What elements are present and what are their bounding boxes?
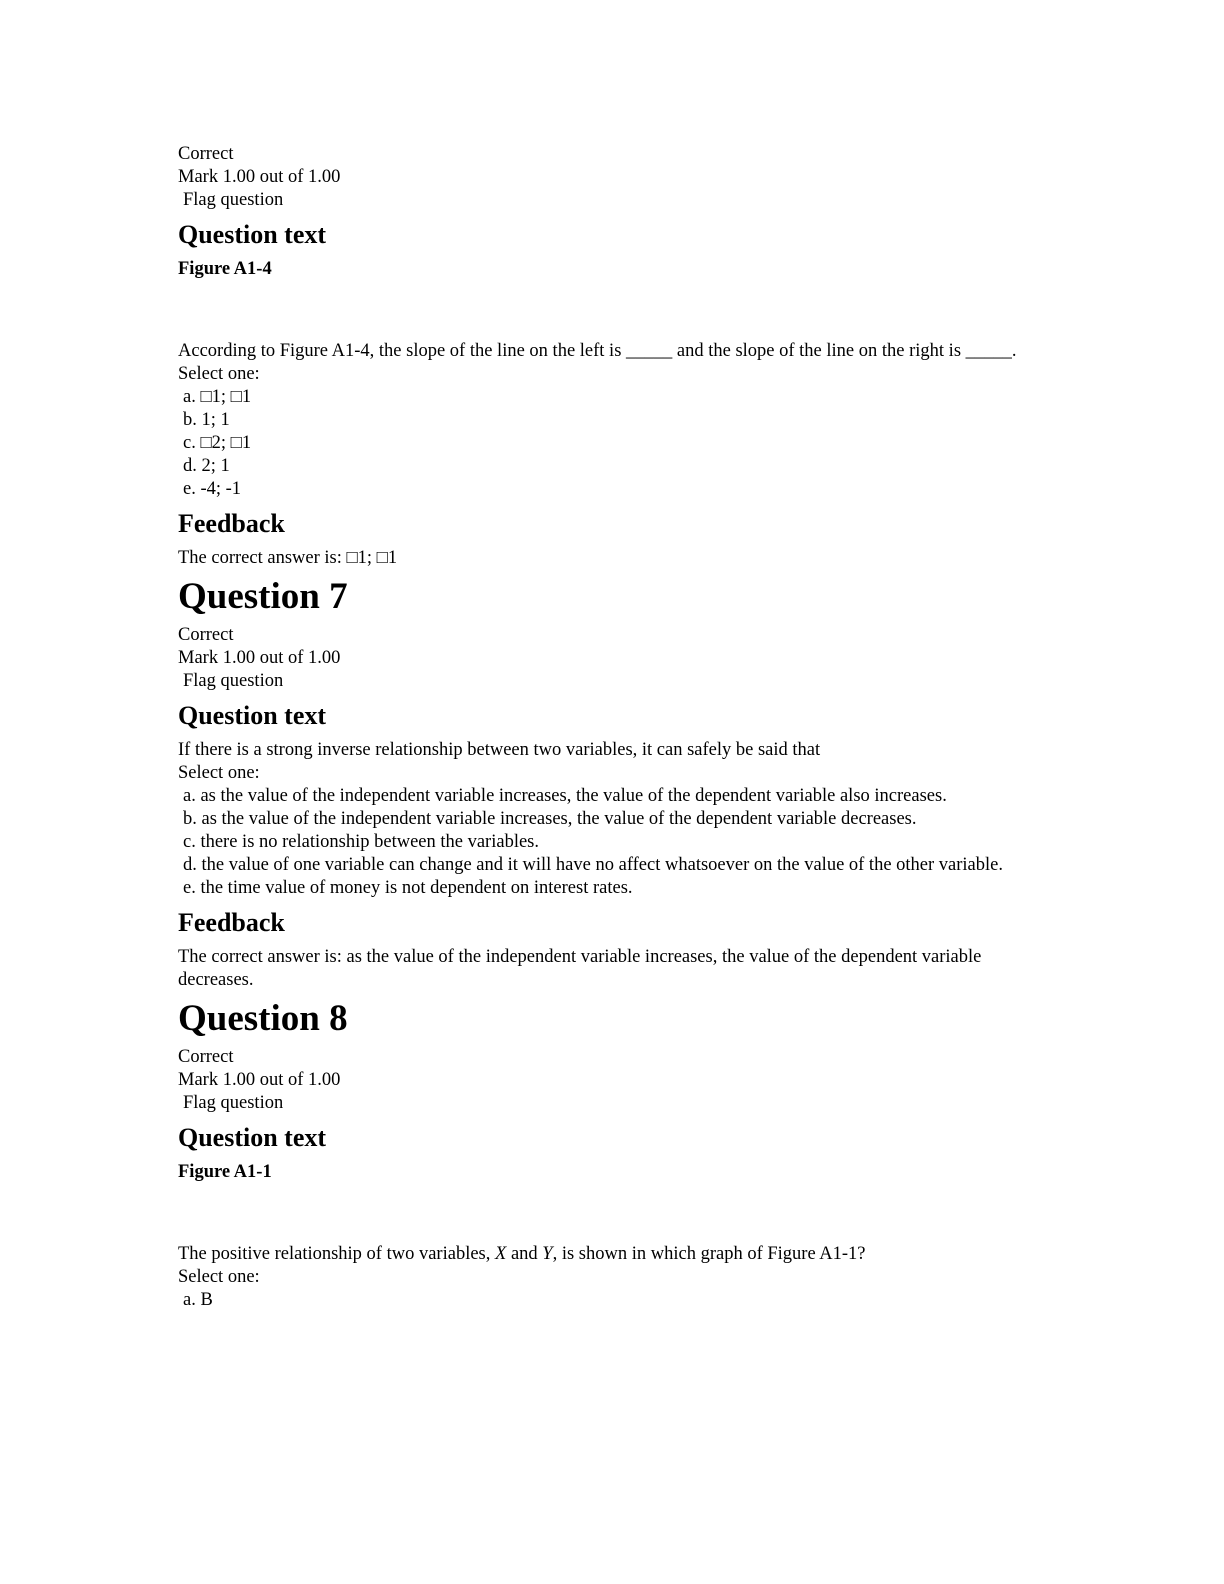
prompt-part: and	[506, 1244, 543, 1264]
question-prompt: If there is a strong inverse relationship between two variables, it can safely be said that	[178, 740, 821, 760]
question-text-heading: Question text	[178, 1123, 327, 1152]
question-title: Question 7	[178, 576, 348, 617]
question-mark: Mark 1.00 out of 1.00	[178, 648, 341, 668]
answer-option-e[interactable]: e. the time value of money is not dependent on interest rates.	[183, 878, 633, 898]
question-state: Correct	[178, 144, 234, 164]
question-7	[178, 576, 1024, 992]
question-prompt	[178, 1243, 1024, 1266]
question-state: Correct	[178, 625, 234, 645]
flag-question-link[interactable]: Flag question	[183, 1093, 284, 1113]
question-title: Question 8	[178, 998, 348, 1039]
answer-option-a[interactable]: a. B	[183, 1290, 213, 1310]
select-one-label: Select one:	[178, 1267, 260, 1287]
feedback-text: The correct answer is: as the value of the independent variable increases, the value of the dependent variable decreases.	[178, 947, 982, 990]
variable-y: Y	[542, 1244, 553, 1264]
answer-options	[178, 386, 1024, 501]
figure-image-placeholder	[178, 1184, 1024, 1243]
figure-label: Figure A1-1	[178, 1162, 272, 1182]
answer-option-d[interactable]: d. the value of one variable can change and it will have no affect whatsoever on the value of the other variable.	[183, 855, 1003, 875]
select-one-label: Select one:	[178, 364, 260, 384]
answer-option-a[interactable]: a. □1; □1	[183, 387, 252, 407]
question-6	[178, 143, 1024, 570]
answer-option-e[interactable]: e. -4; -1	[183, 479, 242, 499]
answer-option-c[interactable]: c. there is no relationship between the variables.	[183, 832, 539, 852]
answer-option-a[interactable]: a. as the value of the independent variable increases, the value of the dependent variable also increases.	[183, 786, 947, 806]
flag-question-link[interactable]: Flag question	[183, 190, 284, 210]
question-state: Correct	[178, 1047, 234, 1067]
figure-image-placeholder	[178, 281, 1024, 340]
figure-label: Figure A1-4	[178, 259, 272, 279]
feedback-heading: Feedback	[178, 908, 285, 937]
question-mark: Mark 1.00 out of 1.00	[178, 1070, 341, 1090]
question-text-heading: Question text	[178, 220, 327, 249]
question-8	[178, 998, 1024, 1312]
answer-option-c[interactable]: c. □2; □1	[183, 433, 252, 453]
feedback-heading: Feedback	[178, 509, 285, 538]
answer-option-b[interactable]: b. 1; 1	[183, 410, 230, 430]
quiz-review-page	[178, 143, 1024, 1312]
question-mark: Mark 1.00 out of 1.00	[178, 167, 341, 187]
question-prompt: According to Figure A1-4, the slope of the line on the left is _____ and the slope of the line on the right is _____.	[178, 341, 1017, 361]
answer-options	[178, 1289, 1024, 1312]
variable-x: X	[495, 1244, 507, 1264]
answer-option-d[interactable]: d. 2; 1	[183, 456, 230, 476]
answer-options	[178, 785, 1024, 900]
feedback-text: The correct answer is: □1; □1	[178, 548, 398, 568]
prompt-part: , is shown in which graph of Figure A1-1?	[552, 1244, 866, 1264]
answer-option-b[interactable]: b. as the value of the independent variable increases, the value of the dependent variable decreases.	[183, 809, 917, 829]
question-text-heading: Question text	[178, 701, 327, 730]
flag-question-link[interactable]: Flag question	[183, 671, 284, 691]
prompt-part: The positive relationship of two variables,	[178, 1244, 495, 1264]
select-one-label: Select one:	[178, 763, 260, 783]
